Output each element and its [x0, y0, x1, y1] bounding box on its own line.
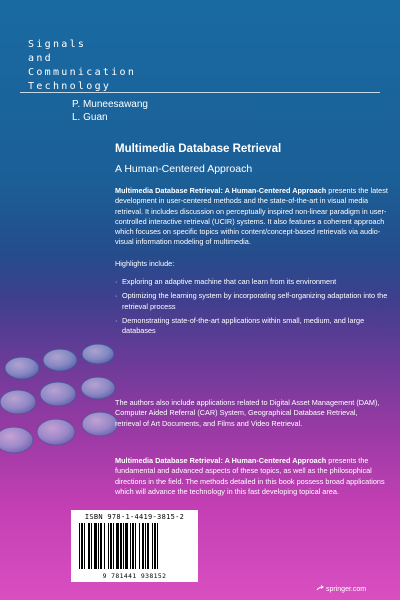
ean-number: 9 781441 938152: [102, 572, 167, 580]
book-subtitle: A Human-Centered Approach: [115, 163, 253, 175]
closing-text: presents the fundamental and advanced aspects of these topics, as well as the philosophical directions in the field. The methods detailed in this book possess broad applications which will advance the technology in this fast developing topical area.: [115, 456, 385, 496]
author: L. Guan: [72, 112, 108, 123]
book-title: Multimedia Database Retrieval: [115, 143, 282, 155]
highlights-list: [115, 277, 390, 336]
closing-paragraph: [115, 456, 385, 497]
highlight-item: · Exploring an adaptive machine that can learn from its environment: [115, 277, 390, 287]
barcode-icon: [77, 523, 192, 569]
highlight-item: · Optimizing the learning system by incorporating self-organizing adaptation into the retrieval process: [115, 291, 390, 312]
highlights-heading: Highlights include:: [115, 258, 175, 268]
isbn-number: ISBN 978-1-4419-3815-2: [84, 513, 185, 521]
series-line: Technology: [28, 81, 112, 92]
author-list: [72, 98, 148, 124]
series-line: and: [28, 53, 53, 64]
barcode-label: [71, 510, 198, 582]
springer-arrow-icon: [316, 585, 324, 593]
applications-paragraph: The authors also include applications related to Digital Asset Management (DAM), Computer Aided Referral (CAR) System, Geographical Database Retrieval, retrieval of Art Documents, and Films and Video Retrieval.: [115, 398, 380, 428]
publisher-url: springer.com: [326, 585, 367, 593]
series-name: [28, 38, 136, 94]
publisher-link[interactable]: [316, 585, 366, 593]
series-line: Communication: [28, 67, 137, 78]
intro-text: presents the latest development in user-centered methods and the state-of-the-art in visual media retrieval. It includes discussion on perceptually inspired non-linear paradigm in user-controlled interactive retrieval (UCIR) systems. It also features a coherent approach which focuses on specific topics within content/concept-based retrievals via audio-visual information modeling of multimedia.: [115, 186, 388, 247]
divider: [20, 92, 380, 93]
closing-bold-title: Multimedia Database Retrieval: A Human-Centered Approach: [115, 456, 327, 465]
intro-bold-title: Multimedia Database Retrieval: A Human-Centered Approach: [115, 186, 327, 195]
series-line: Signals: [28, 39, 87, 50]
intro-paragraph: [115, 186, 390, 248]
highlight-item: · Demonstrating state-of-the-art applications within small, medium, and large databases: [115, 316, 390, 337]
author: P. Muneesawang: [72, 99, 148, 110]
blurb: [115, 142, 390, 341]
